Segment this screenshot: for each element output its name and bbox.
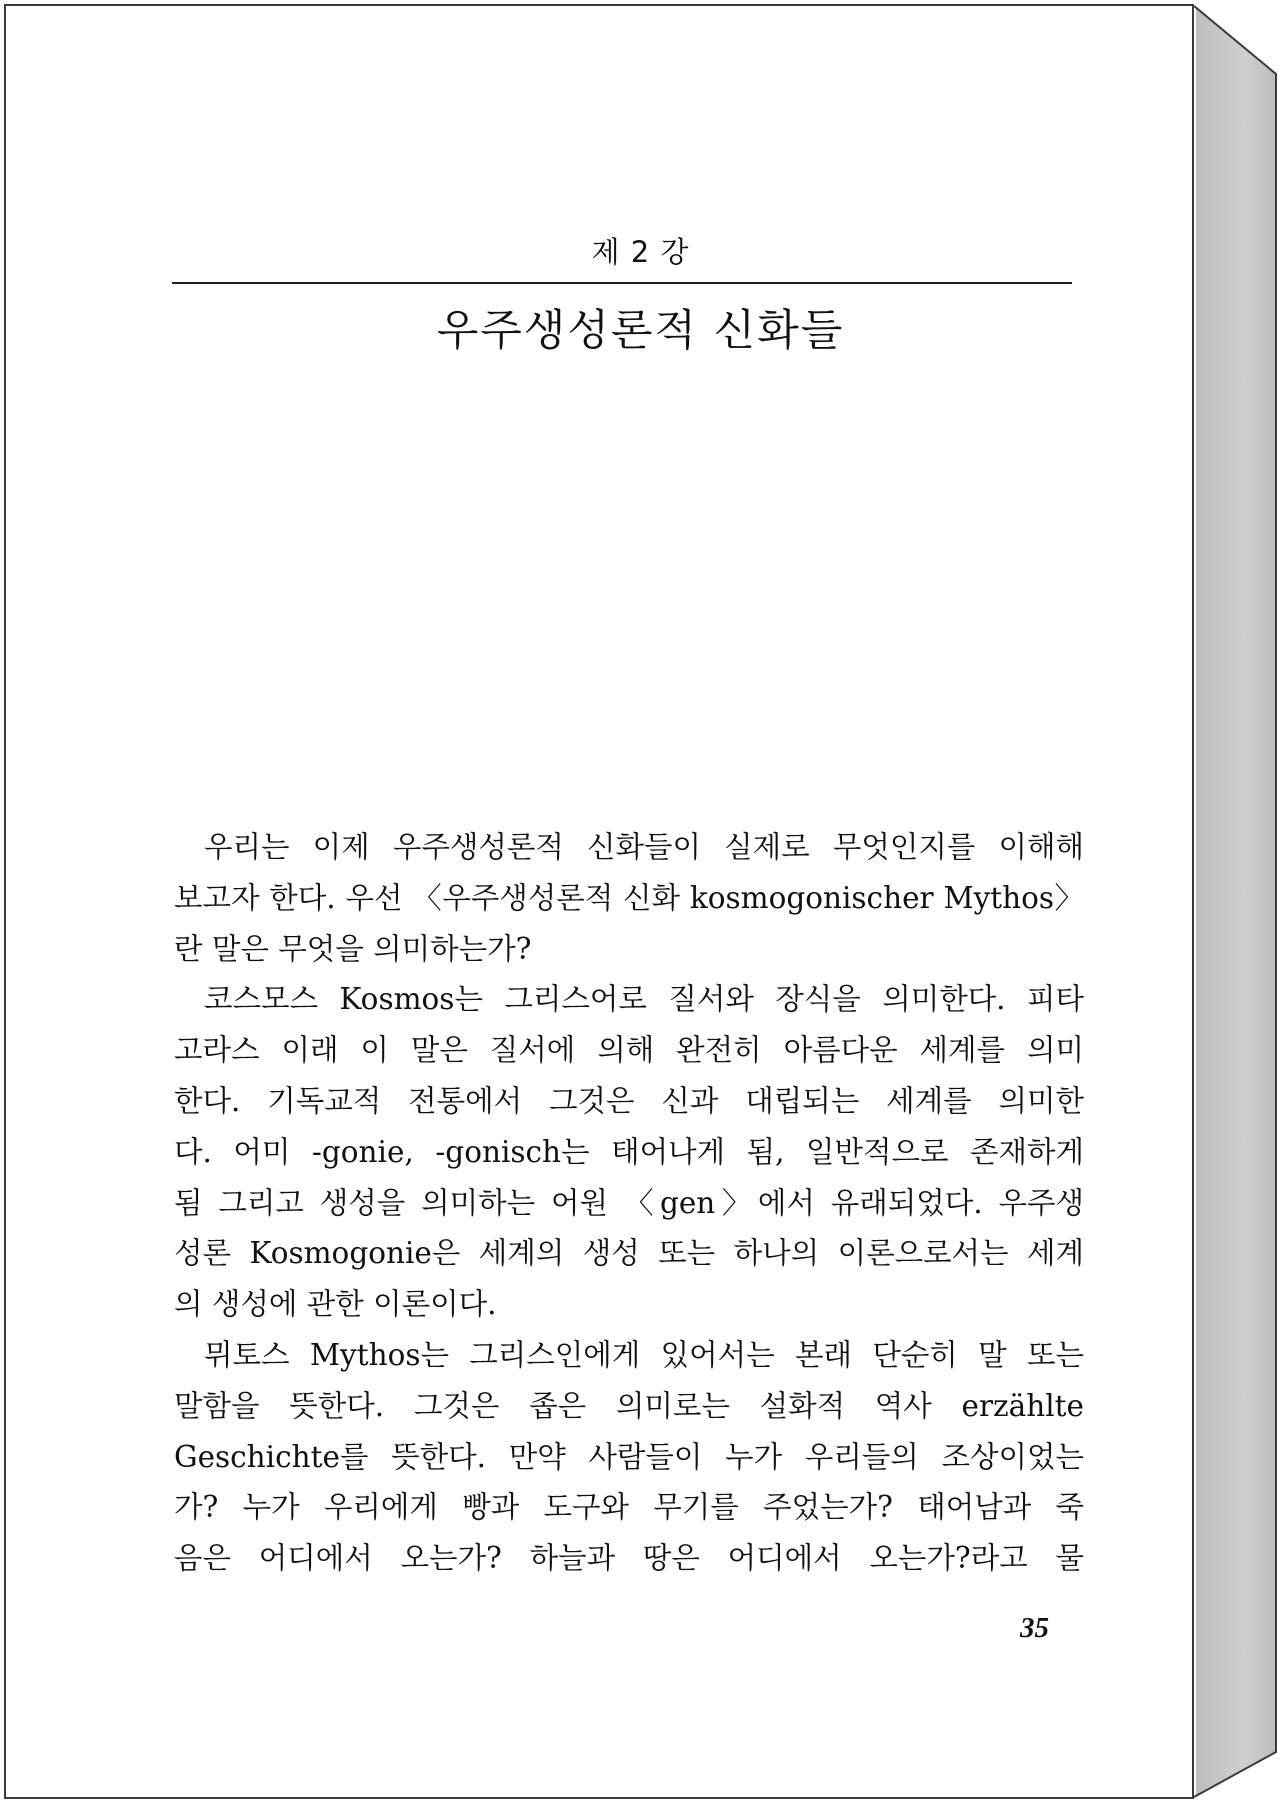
text-line: Geschichte를 뜻한다. 만약 사람들이 누가 우리들의 조상이었는 [174, 1439, 1084, 1474]
text-line: 고라스 이래 이 말은 질서에 의해 완전히 아름다운 세계를 의미 [174, 1033, 1084, 1068]
text-line: 말함을 뜻한다. 그것은 좁은 의미로는 설화적 역사 erzählte [174, 1388, 1084, 1423]
text-line: 란 말은 무엇을 의미하는가? [174, 931, 532, 966]
book-edge-outline [1194, 4, 1278, 1799]
text-line: 다. 어미 -gonie, -gonisch는 태어나게 됨, 일반적으로 존재하게 [174, 1134, 1084, 1169]
text-line: 보고자 한다. 우선 〈우주생성론적 신화 kosmogonischer Mythos〉 [174, 880, 1084, 915]
text-line: 성론 Kosmogonie은 세계의 생성 또는 하나의 이론으로서는 세계 [174, 1236, 1084, 1271]
text-line: 뮈토스 Mythos는 그리스인에게 있어서는 본래 단순히 말 또는 [204, 1337, 1084, 1372]
body-text [174, 822, 1084, 1584]
text-line: 의 생성에 관한 이론이다. [174, 1287, 497, 1322]
text-line: 됨 그리고 생성을 의미하는 어원 〈gen〉에서 유래되었다. 우주생 [174, 1185, 1084, 1220]
chapter-label: 제 2 강 [591, 235, 690, 269]
text-line: 가? 누가 우리에게 빵과 도구와 무기를 주었는가? 태어남과 죽 [174, 1490, 1084, 1525]
text-line: 코스모스 Kosmos는 그리스어로 질서와 장식을 의미한다. 피타 [204, 982, 1084, 1017]
text-line: 한다. 기독교적 전통에서 그것은 신과 대립되는 세계를 의미한 [174, 1083, 1084, 1118]
text-line: 우리는 이제 우주생성론적 신화들이 실제로 무엇인지를 이해해 [204, 830, 1084, 864]
text-line: 음은 어디에서 오는가? 하늘과 땅은 어디에서 오는가?라고 물 [174, 1541, 1084, 1576]
chapter-title: 우주생성론적 신화들 [436, 306, 845, 356]
page-number: 35 [1020, 1612, 1049, 1644]
chapter-divider [172, 282, 1072, 284]
